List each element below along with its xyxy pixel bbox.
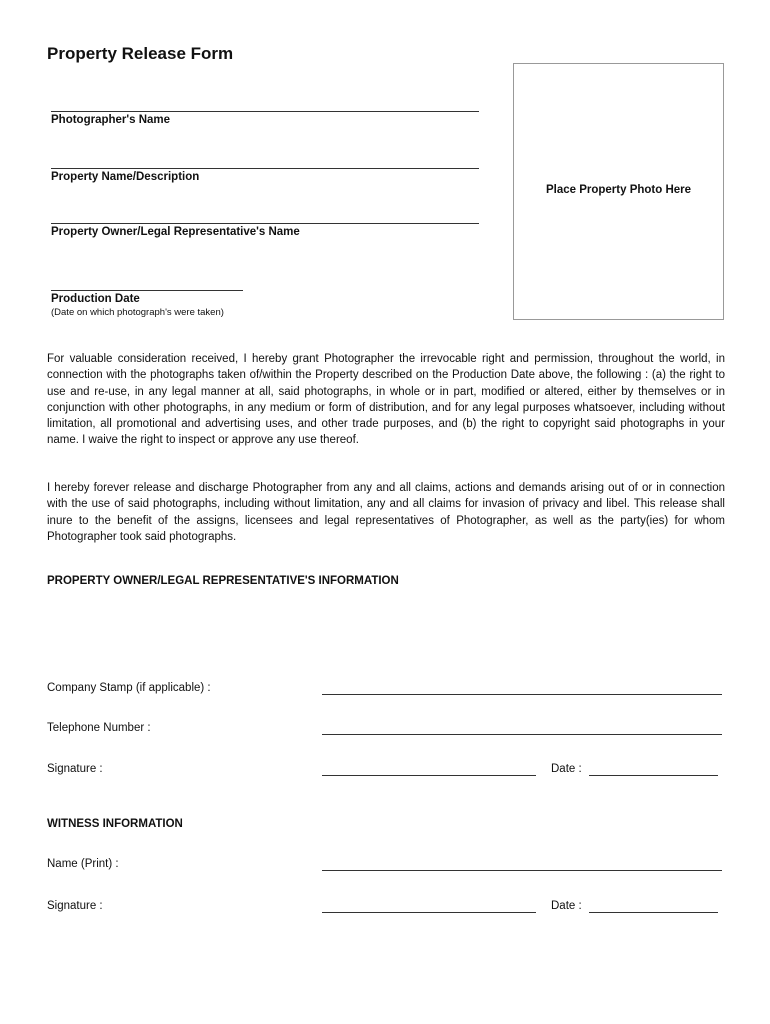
owner-name-label: Property Owner/Legal Representative's Name: [51, 226, 300, 238]
owner-date-input[interactable]: [589, 775, 718, 776]
witness-name-label: Name (Print) :: [47, 858, 119, 870]
release-paragraph: I hereby forever release and discharge Photographer from any and all claims, actions and demands arising out of or in connection with the use of said photographs, including without limitation, any and all claims for invasion of privacy and libel. This release shall inure to the benefit of the assigns, licensees and legal representatives of Photographer, as well as the party(ies) for whom Photographer took said photographs.: [47, 482, 725, 543]
grant-paragraph: For valuable consideration received, I hereby grant Photographer the irrevocable right and permission, throughout the world, in connection with the photographs taken of/within the Property described on the Production Date above, the following : (a) the right to use and re-use, in any legal manner at all, said photographs, in whole or in part, modified or altered, either by themselves or in conjunction with other photographs, in any medium or form of distribution, and for any legal purposes whatsoever, including without limitation, all promotional and advertising uses, and other trade purposes, and (b) the right to copyright said photographs in your name. I waive the right to inspect or approve any use thereof.: [47, 353, 725, 447]
photographer-name-label: Photographer's Name: [51, 114, 171, 126]
page-title: Property Release Form: [47, 44, 234, 63]
production-date-note: (Date on which photograph's were taken): [51, 307, 224, 318]
company-stamp-input[interactable]: [322, 694, 722, 695]
photographer-name-line[interactable]: [51, 111, 479, 112]
owner-date-label: Date :: [551, 763, 582, 775]
telephone-input[interactable]: [322, 734, 722, 735]
property-photo-box[interactable]: [513, 63, 724, 320]
witness-name-input[interactable]: [322, 870, 722, 871]
witness-date-input[interactable]: [589, 912, 718, 913]
production-date-label: Production Date: [51, 293, 140, 305]
photo-placeholder-text: Place Property Photo Here: [545, 184, 692, 196]
owner-section-heading: PROPERTY OWNER/LEGAL REPRESENTATIVE'S INFORMATION: [47, 575, 399, 587]
witness-section-heading: WITNESS INFORMATION: [47, 818, 183, 830]
company-stamp-label: Company Stamp (if applicable) :: [47, 682, 211, 694]
witness-signature-input[interactable]: [322, 912, 536, 913]
owner-name-line[interactable]: [51, 223, 479, 224]
telephone-label: Telephone Number :: [47, 722, 151, 734]
witness-date-label: Date :: [551, 900, 582, 912]
owner-signature-label: Signature :: [47, 763, 103, 775]
witness-signature-label: Signature :: [47, 900, 103, 912]
property-description-line[interactable]: [51, 168, 479, 169]
production-date-line[interactable]: [51, 290, 243, 291]
property-description-label: Property Name/Description: [51, 171, 200, 183]
owner-signature-input[interactable]: [322, 775, 536, 776]
